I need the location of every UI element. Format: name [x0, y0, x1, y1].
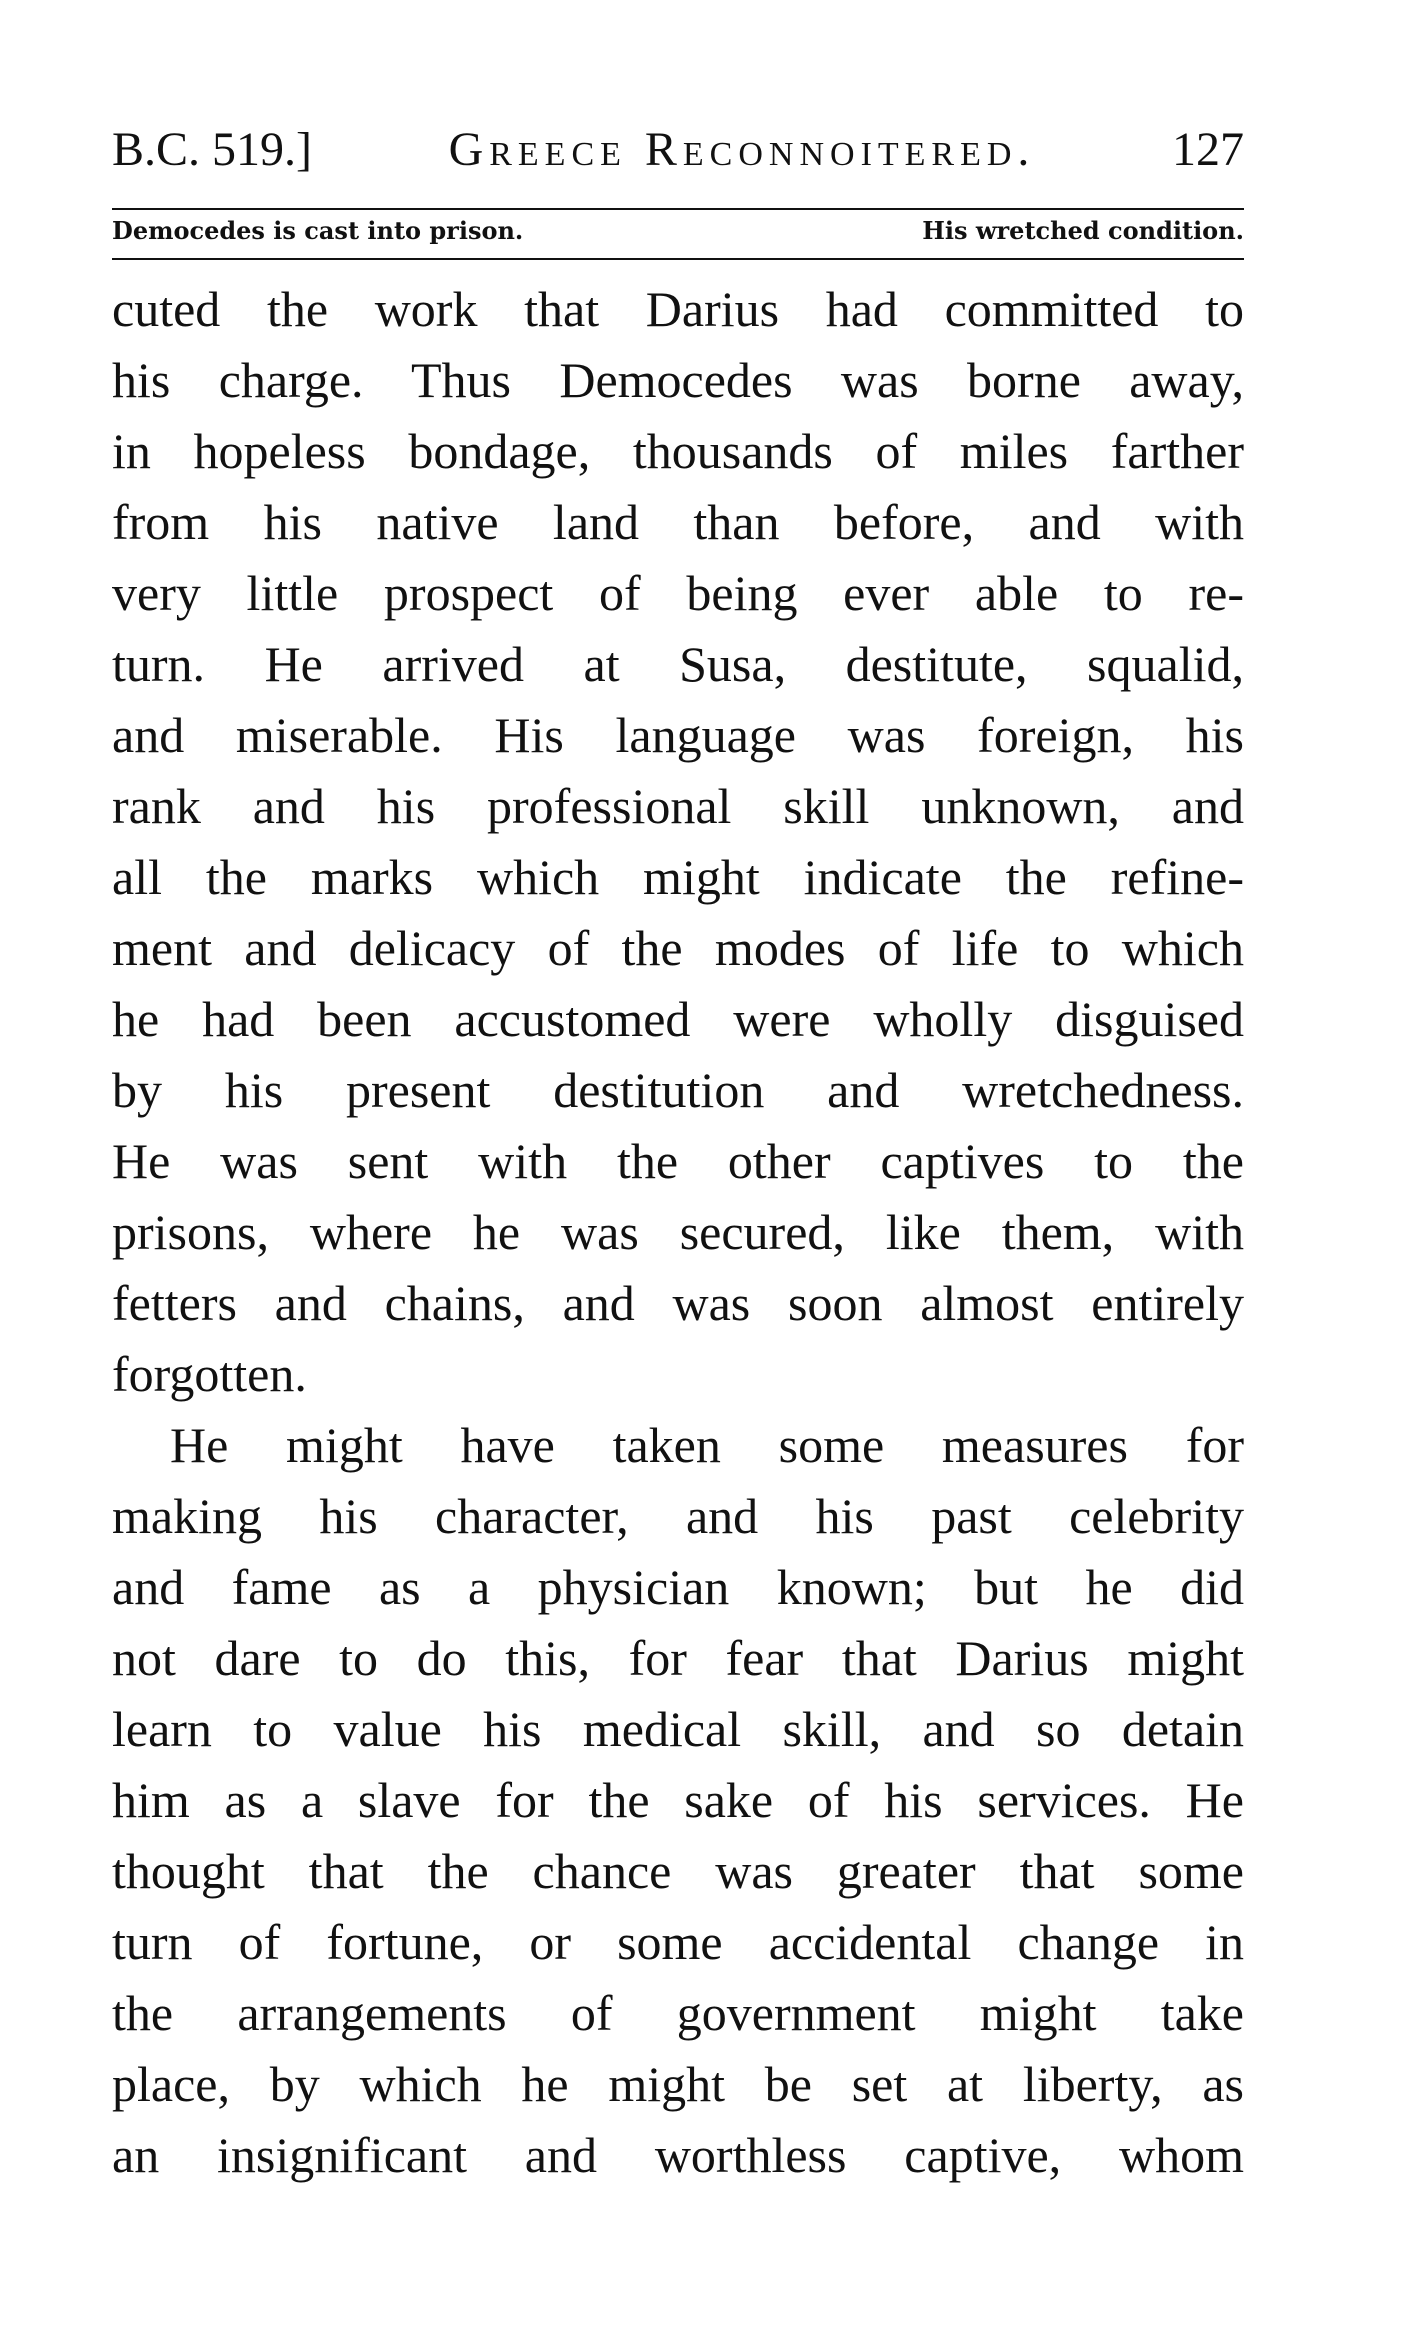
text-line: He was sent with the other captives to the: [112, 1133, 1244, 1189]
text-line: rank and his professional skill unknown, and: [112, 778, 1244, 834]
text-line: thought that the chance was greater that some: [112, 1843, 1244, 1899]
text-line: all the marks which might indicate the refine-: [112, 849, 1244, 905]
paragraph: [112, 274, 1244, 1410]
text-line: place, by which he might be set at liberty, as: [112, 2056, 1244, 2112]
summary-right: His wretched condition.: [922, 216, 1244, 245]
paragraph: [112, 1410, 1244, 2191]
text-line: him as a slave for the sake of his services. He: [112, 1772, 1244, 1828]
text-line: by his present destitution and wretchedness.: [112, 1062, 1244, 1118]
text-line: an insignificant and worthless captive, whom: [112, 2127, 1244, 2183]
text-line: and miserable. His language was foreign, his: [112, 707, 1244, 763]
marginal-summary: [112, 216, 1244, 246]
text-line: not dare to do this, for fear that Darius might: [112, 1630, 1244, 1686]
text-line: making his character, and his past celebrity: [112, 1488, 1244, 1544]
text-line: in hopeless bondage, thousands of miles farther: [112, 423, 1244, 479]
header-rule-top: [112, 208, 1244, 210]
text-line: forgotten.: [112, 1346, 307, 1402]
running-head: [112, 120, 1244, 184]
text-line: very little prospect of being ever able to re-: [112, 565, 1244, 621]
running-head-title: Greece Reconnoitered.: [448, 123, 1036, 176]
text-line: fetters and chains, and was soon almost entirely: [112, 1275, 1244, 1331]
body-text: [112, 274, 1244, 2191]
summary-left: Democedes is cast into prison.: [112, 216, 524, 245]
text-line: turn. He arrived at Susa, destitute, squalid,: [112, 636, 1244, 692]
running-head-date: B.C. 519.]: [112, 123, 313, 176]
page-number: 127: [1171, 123, 1244, 176]
text-line: and fame as a physician known; but he did: [112, 1559, 1244, 1615]
header-rule-bottom: [112, 258, 1244, 260]
text-line: he had been accustomed were wholly disguised: [112, 991, 1244, 1047]
text-line: cuted the work that Darius had committed to: [112, 281, 1244, 337]
text-line: his charge. Thus Democedes was borne away,: [112, 352, 1244, 408]
text-line: turn of fortune, or some accidental change in: [112, 1914, 1244, 1970]
text-line: from his native land than before, and with: [112, 494, 1244, 550]
text-line: the arrangements of government might take: [112, 1985, 1244, 2041]
text-line: ment and delicacy of the modes of life to which: [112, 920, 1244, 976]
text-line: learn to value his medical skill, and so detain: [112, 1701, 1244, 1757]
book-page: [112, 120, 1244, 2191]
text-line: prisons, where he was secured, like them, with: [112, 1204, 1244, 1260]
text-line: He might have taken some measures for: [170, 1417, 1244, 1473]
